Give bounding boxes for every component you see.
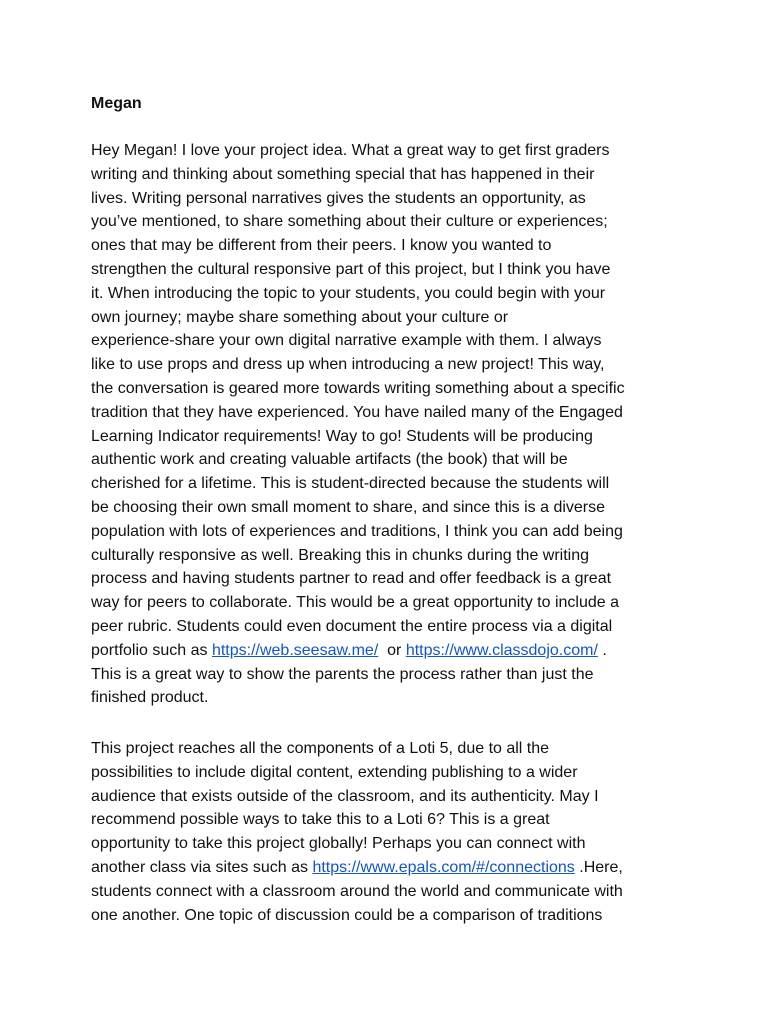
text-line-with-links — [91, 639, 691, 663]
line-text-suffix: .Here, — [574, 858, 623, 876]
text-line: Hey Megan! I love your project idea. What a great way to get first graders — [91, 142, 610, 159]
text-line: ones that may be different from their peers. I know you wanted to — [91, 237, 552, 255]
text-line: one another. One topic of discussion could be a comparison of traditions — [91, 906, 603, 924]
line-text-suffix: . — [597, 641, 607, 659]
paragraph-2 — [91, 737, 691, 927]
paragraph-1 — [91, 139, 691, 710]
text-line: recommend possible ways to take this to a Loti 6? This is a great — [91, 811, 550, 829]
document-heading: Megan — [91, 95, 142, 112]
text-line: own journey; maybe share something about your culture or — [91, 308, 509, 326]
text-line: tradition that they have experienced. You have nailed many of the Engaged — [91, 403, 623, 421]
text-line: audience that exists outside of the classroom, and its authenticity. May I — [91, 787, 599, 805]
text-line: authentic work and creating valuable artifacts (the book) that will be — [91, 451, 568, 469]
text-line: way for peers to collaborate. This would be a great opportunity to include a — [91, 594, 620, 612]
text-line: culturally responsive as well. Breaking this in chunks during the writing — [91, 546, 590, 564]
text-line: writing and thinking about something special that has happened in their — [91, 165, 595, 183]
classdojo-link[interactable]: https://www.classdojo.com/ — [405, 641, 598, 659]
text-line: students connect with a classroom around the world and communicate with — [91, 882, 623, 900]
line-text-prefix: portfolio such as — [91, 641, 212, 659]
text-line: This project reaches all the components of a Loti 5, due to all the — [91, 740, 550, 757]
text-line: Learning Indicator requirements! Way to go! Students will be producing — [91, 427, 593, 445]
line-text-middle: or — [378, 641, 406, 659]
text-line: peer rubric. Students could even document the entire process via a digital — [91, 617, 613, 635]
text-line: you’ve mentioned, to share something about their culture or experiences; — [91, 213, 608, 231]
seesaw-link[interactable]: https://web.seesaw.me/ — [211, 641, 379, 659]
text-line: it. When introducing the topic to your students, you could begin with your — [91, 284, 606, 302]
text-line: experience-share your own digital narrative example with them. I always — [91, 332, 602, 350]
text-line: lives. Writing personal narratives gives the students an opportunity, as — [91, 189, 586, 207]
text-line: This is a great way to show the parents the process rather than just the — [91, 665, 594, 683]
text-line: possibilities to include digital content, extending publishing to a wider — [91, 763, 578, 781]
text-line: like to use props and dress up when introducing a new project! This way, — [91, 356, 605, 374]
text-line: opportunity to take this project globally! Perhaps you can connect with — [91, 835, 586, 853]
epals-link[interactable]: https://www.epals.com/#/connections — [312, 858, 575, 876]
text-line: finished product. — [91, 689, 209, 707]
text-line: the conversation is geared more towards writing something about a specific — [91, 379, 625, 397]
text-line: be choosing their own small moment to share, and since this is a diverse — [91, 498, 606, 516]
text-line: strengthen the cultural responsive part of this project, but I think you have — [91, 260, 611, 278]
text-line: process and having students partner to read and offer feedback is a great — [91, 570, 612, 588]
text-line-with-links — [91, 856, 691, 880]
line-text-prefix: another class via sites such as — [91, 858, 313, 876]
text-line: population with lots of experiences and traditions, I think you can add being — [91, 522, 623, 540]
text-line: cherished for a lifetime. This is student-directed because the students will — [91, 475, 610, 493]
